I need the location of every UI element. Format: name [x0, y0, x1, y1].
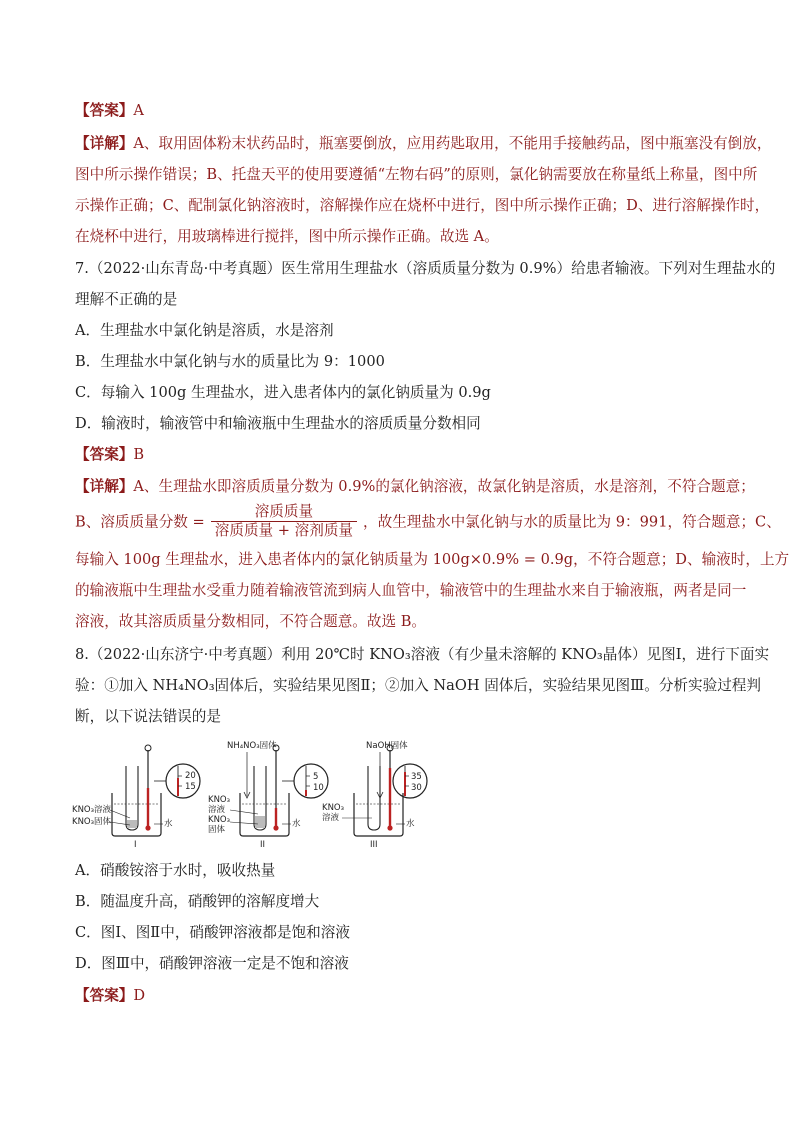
fig3-scale-top: 35 [411, 772, 422, 782]
answer-label: 【答案】 [75, 987, 134, 1004]
detail-6-line-3: 示操作正确；C、配制氯化钠溶液时，溶解操作应在烧杯中进行，图中所示操作正确；D、进行溶解操作时， [75, 197, 770, 214]
detail-7-line-1 [75, 477, 755, 497]
detail-6-line-2: 图中所示操作错误；B、托盘天平的使用要遵循“左物右码”的原则，氯化钠需要放在称量纸上称量，图中所 [75, 166, 758, 183]
fig1-water-label: 水 [164, 819, 173, 829]
experiment-figure [70, 738, 430, 848]
detail-7-line-2 [75, 504, 781, 541]
fig2-scale-bottom: 10 [313, 783, 324, 793]
fig2-solid-label-1: KNO₃ [208, 815, 231, 825]
question-8-option-d: D．图Ⅲ中，硝酸钾溶液一定是不饱和溶液 [75, 955, 349, 972]
fig1-solution-label: KNO₃溶液 [72, 805, 112, 815]
answer-label: 【答案】 [75, 446, 134, 463]
question-8-option-c: C．图Ⅰ、图Ⅱ中，硝酸钾溶液都是饱和溶液 [75, 924, 350, 941]
question-8-line-3: 断，以下说法错误的是 [75, 708, 221, 725]
question-7-option-d: D．输液时，输液管中和输液瓶中生理盐水的溶质质量分数相同 [75, 415, 481, 432]
answer-value: B [133, 446, 145, 463]
detail-text: A、生理盐水即溶质质量分数为 0.9%的氯化钠溶液，故氯化钠是溶质，水是溶剂，不符合题意； [133, 478, 755, 495]
formula-prefix: B、溶质质量分数 = [75, 513, 205, 531]
fig2-solid-label-2: 固体 [208, 825, 226, 835]
fig1-scale-bottom: 15 [185, 782, 196, 792]
fig3-scale-bottom: 30 [411, 783, 422, 793]
detail-label: 【详解】 [75, 478, 134, 495]
fig1-solid-label: KNO₃固体 [72, 817, 112, 827]
detail-label: 【详解】 [75, 135, 134, 152]
fig2-water-label: 水 [292, 819, 301, 829]
experiment-diagram [70, 738, 430, 848]
question-7-line-2: 理解不正确的是 [75, 291, 178, 308]
fig1-caption: I [134, 840, 137, 848]
question-8-option-b: B．随温度升高，硝酸钾的溶解度增大 [75, 893, 320, 910]
answer-6 [75, 101, 144, 121]
question-7-option-b: B．生理盐水中氯化钠与水的质量比为 9：1000 [75, 353, 385, 370]
fig2-solution-label-2: 溶液 [208, 805, 226, 815]
question-8-line-1: 8.（2022·山东济宁·中考真题）利用 20℃时 KNO₃溶液（有少量未溶解的 KNO₃晶体）见图Ⅰ，进行下面实 [75, 646, 770, 663]
question-8-option-a: A．硝酸铵溶于水时，吸收热量 [75, 862, 276, 879]
answer-7 [75, 445, 144, 465]
question-8-line-2: 验：①加入 NH₄NO₃固体后，实验结果见图Ⅱ；②加入 NaOH 固体后，实验结果见图Ⅲ。分析实验过程判 [75, 677, 761, 694]
answer-value: A [133, 102, 144, 119]
figure-2 [208, 740, 328, 848]
question-7-option-a: A．生理盐水中氯化钠是溶质，水是溶剂 [75, 322, 334, 339]
fig2-caption: II [260, 840, 266, 848]
detail-7-line-3: 每输入 100g 生理盐水，进入患者体内的氯化钠质量为 100g×0.9% = 0.9g，不符合题意；D、输液时，上方 [75, 551, 790, 568]
fig3-solution-label-1: KNO₃ [322, 803, 345, 813]
answer-value: D [133, 987, 146, 1004]
fig1-scale-top: 20 [185, 771, 196, 781]
question-7-option-c: C．每输入 100g 生理盐水，进入患者体内的氯化钠质量为 0.9g [75, 384, 491, 401]
fig2-added-solid-label: NH₄NO₃固体 [227, 741, 277, 751]
fig3-solution-label-2: 溶液 [322, 813, 340, 823]
formula-denominator: 溶质质量 + 溶剂质量 [214, 522, 354, 539]
answer-8 [75, 986, 145, 1006]
detail-6-line-4: 在烧杯中进行，用玻璃棒进行搅拌，图中所示操作正确。故选 A。 [75, 228, 499, 245]
formula-suffix: ，故生理盐水中氯化钠与水的质量比为 9：991，符合题意；C、 [363, 513, 781, 531]
detail-7-line-4: 的输液瓶中生理盐水受重力随着输液管流到病人血管中，输液管中的生理盐水来自于输液瓶，两者是同一 [75, 582, 747, 599]
fig2-solution-label-1: KNO₃ [208, 795, 231, 805]
question-7-line-1: 7.（2022·山东青岛·中考真题）医生常用生理盐水（溶质质量分数为 0.9%）给患者输液。下列对生理盐水的 [75, 260, 776, 277]
detail-7-line-5: 溶液，故其溶质质量分数相同，不符合题意。故选 B。 [75, 613, 427, 630]
formula-numerator: 溶质质量 [211, 503, 357, 522]
answer-label: 【答案】 [75, 102, 134, 119]
fig3-water-label: 水 [406, 819, 415, 829]
figure-3 [322, 740, 427, 848]
fig3-added-solid-label: NaOH固体 [366, 741, 408, 751]
fig3-caption: III [370, 840, 378, 848]
detail-text: A、取用固体粉末状药品时，瓶塞要倒放，应用药匙取用，不能用手接触药品，图中瓶塞没有倒放， [133, 135, 772, 152]
mass-fraction-formula [211, 503, 357, 540]
figure-1 [72, 745, 200, 848]
detail-6-line-1 [75, 134, 771, 154]
fig2-scale-top: 5 [313, 772, 319, 782]
